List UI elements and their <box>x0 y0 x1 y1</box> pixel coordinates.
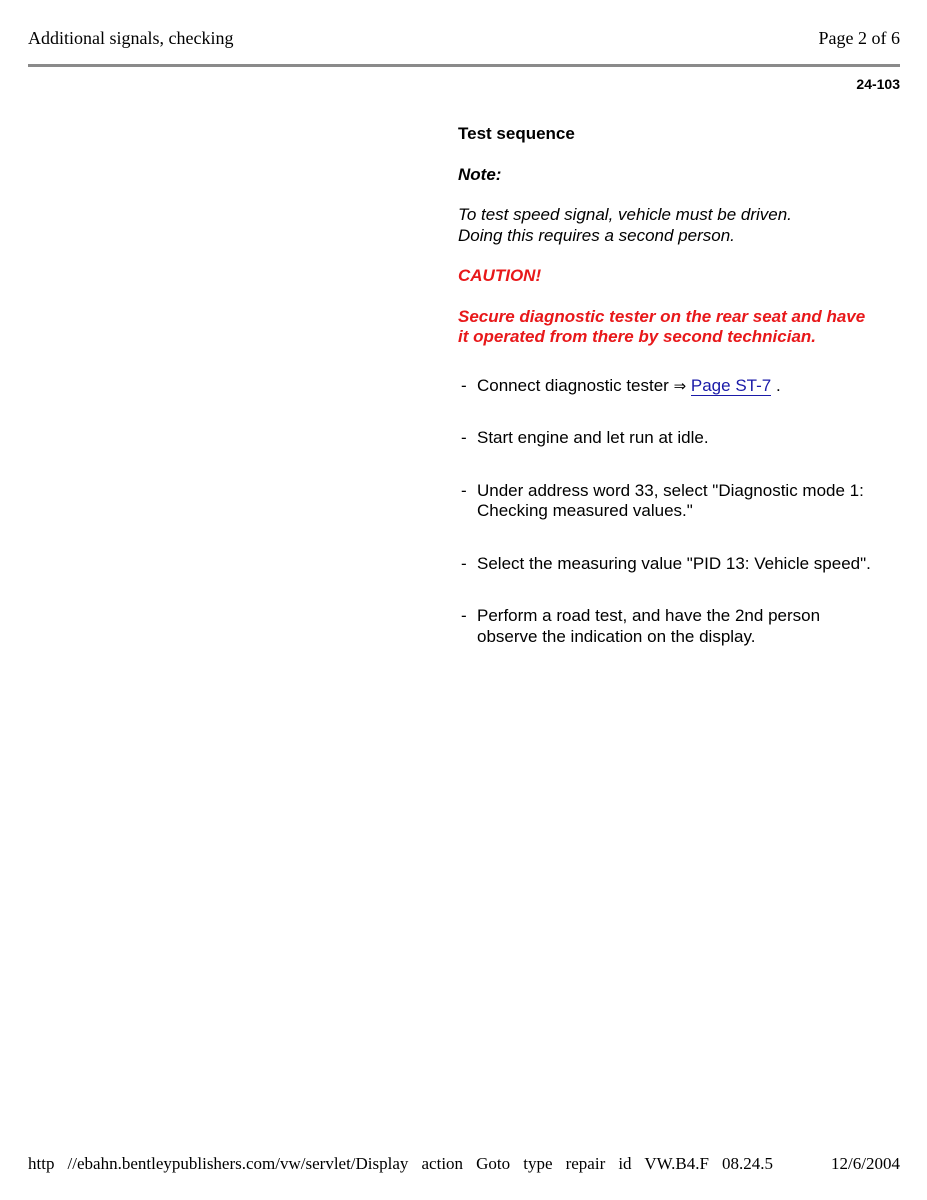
section-heading: Test sequence <box>458 124 575 143</box>
step-text: Start engine and let run at idle. <box>477 428 709 447</box>
procedure-steps <box>458 376 878 648</box>
step-text: Perform a road test, and have the 2nd person observe the indication on the display. <box>477 606 821 646</box>
document-title: Additional signals, checking <box>28 28 234 48</box>
step-text: Connect diagnostic tester <box>477 375 669 395</box>
step-text: Select the measuring value "PID 13: Vehicle speed". <box>477 553 871 573</box>
note-label: Note: <box>458 164 502 184</box>
main-content <box>458 124 878 679</box>
step-dash: - <box>461 428 467 447</box>
page-st-7-link[interactable]: Page ST-7 <box>690 375 772 395</box>
note-text <box>458 205 878 246</box>
step-start-engine <box>458 428 878 449</box>
caution-label: CAUTION! <box>458 266 542 285</box>
footer-url: http //ebahn.bentleypublishers.com/vw/servlet/Display action Goto type repair id VW.B4.F 08.24.5 <box>28 1154 773 1173</box>
note-text-line-1: To test speed signal, vehicle must be driven. <box>458 205 792 224</box>
step-connect-tester <box>458 376 878 397</box>
page-indicator: Page 2 of 6 <box>818 28 900 48</box>
step-dash: - <box>461 606 467 625</box>
step-select-mode <box>458 481 878 522</box>
manual-page-number: 24-103 <box>856 76 900 92</box>
step-dash: - <box>461 480 467 500</box>
step-select-value <box>458 554 878 575</box>
right-arrow-icon: ⇒ <box>673 376 687 395</box>
step-text-suffix: . <box>771 375 781 395</box>
caution-text: Secure diagnostic tester on the rear seat and have it operated from there by second technician. <box>458 306 866 346</box>
step-text: Under address word 33, select "Diagnostic mode 1: Checking measured values." <box>477 480 864 520</box>
footer-date: 12/6/2004 <box>831 1154 900 1173</box>
header-divider <box>28 64 900 67</box>
step-dash: - <box>461 375 467 395</box>
step-dash: - <box>461 553 467 573</box>
step-road-test <box>458 606 878 647</box>
note-text-line-2: Doing this requires a second person. <box>458 225 735 245</box>
